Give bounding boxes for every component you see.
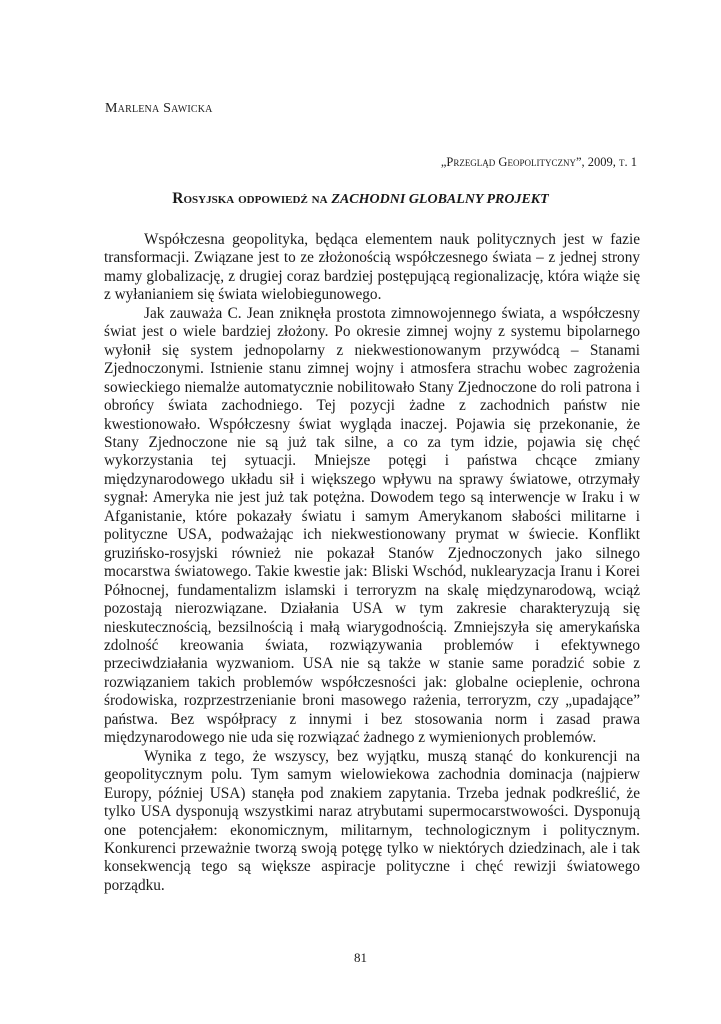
paragraph: Jak zauważa C. Jean zniknęła prostota zimnowojennego świata, a współczesny świat jest o wiele bardziej złożony. Po okresie zimnej wojny z systemu bipolarnego wyłonił się system jednopolarny z niekwestionowanym przywódcą – Stanami Zjednoczonymi. Istnienie stanu zimnej wojny i atmosfera strachu wobec zagrożenia sowieckiego niemalże automatycznie nobilitowało Stany Zjednoczone do roli patrona i obrońcy świata zachodniego. Tej pozycji żadne z zachodnich państw nie kwestionowało. Współczesny świat wygląda inaczej. Pojawia się przekonanie, że Stany Zjednoczone nie są już tak silne, a co za tym idzie, pojawia się chęć wykorzystania tej sytuacji. Mniejsze potęgi i państwa chcące zmiany międzynarodowego układu sił i większego wpływu na sprawy światowe, otrzymały sygnał: Ameryka nie jest już tak potężna. Dowodem tego są interwencje w Iraku i w Afganistanie, które pokazały światu i samym Amerykanom słabości militarne i polityczne USA, podważając ich niekwestionowany prymat w świecie. Konflikt gruzińsko-rosyjski również nie pokazał Stanów Zjednoczonych jako silnego mocarstwa światowego. Takie kwestie jak: Bliski Wschód, nuklearyzacja Iranu i Korei Północnej, fundamentalizm islamski i terroryzm na skalę międzynarodową, wciąż pozostają nierozwiązane. Działania USA w tym zakresie charakteryzują się nieskutecznością, bezsilnością i małą wiarygodnością. Zmniejszyła się amerykańska zdolność kreowania świata, rozwiązywania problemów i efektywnego przeciwdziałania wyzwaniom. USA nie są także w stanie same poradzić sobie z rozwiązaniem takich problemów współczesności jak: globalne ocieplenie, ochrona środowiska, rozprzestrzenianie broni masowego rażenia, terroryzm, czy „upadające” państwa. Bez współpracy z innymi i bez stosowania norm i zasad prawa międzynarodowego nie uda się rozwiązać żadnego z wymienionych problemów.	[104, 304, 640, 747]
journal-citation: „Przegląd Geopolityczny”, 2009, t. 1	[440, 155, 637, 169]
article-title-main: Rosyjska odpowiedź na	[172, 190, 328, 207]
author-name: Marlena Sawicka	[105, 101, 213, 116]
article-title	[0, 190, 721, 208]
article-body	[104, 231, 640, 895]
paragraph: Współczesna geopolityka, będąca elementem nauk politycznych jest w fazie transformacji. Związane jest to ze złożonością współczesnego świata – z jednej strony mamy globalizację, z drugiej coraz bardziej postępującą regionalizację, która wiąże się z wyłanianiem się świata wielobiegunowego.	[104, 231, 640, 304]
article-title-italic: ZACHODNI GLOBALNY PROJEKT	[331, 192, 549, 207]
page-number: 81	[354, 950, 367, 965]
paragraph: Wynika z tego, że wszyscy, bez wyjątku, muszą stanąć do konkurencji na geopolitycznym polu. Tym samym wielowiekowa zachodnia dominacja (najpierw Europy, później USA) stanęła pod znakiem zapytania. Trzeba jednak podkreślić, że tylko USA dysponują wszystkimi naraz atrybutami supermocarstwowości. Dysponują one potencjałem: ekonomicznym, militarnym, technologicznym i politycznym. Konkurenci przeważnie tworzą swoją potęgę tylko w niektórych dziedzinach, ale i tak konsekwencją tego są większe aspiracje polityczne i chęć rewizji światowego porządku.	[104, 747, 640, 894]
